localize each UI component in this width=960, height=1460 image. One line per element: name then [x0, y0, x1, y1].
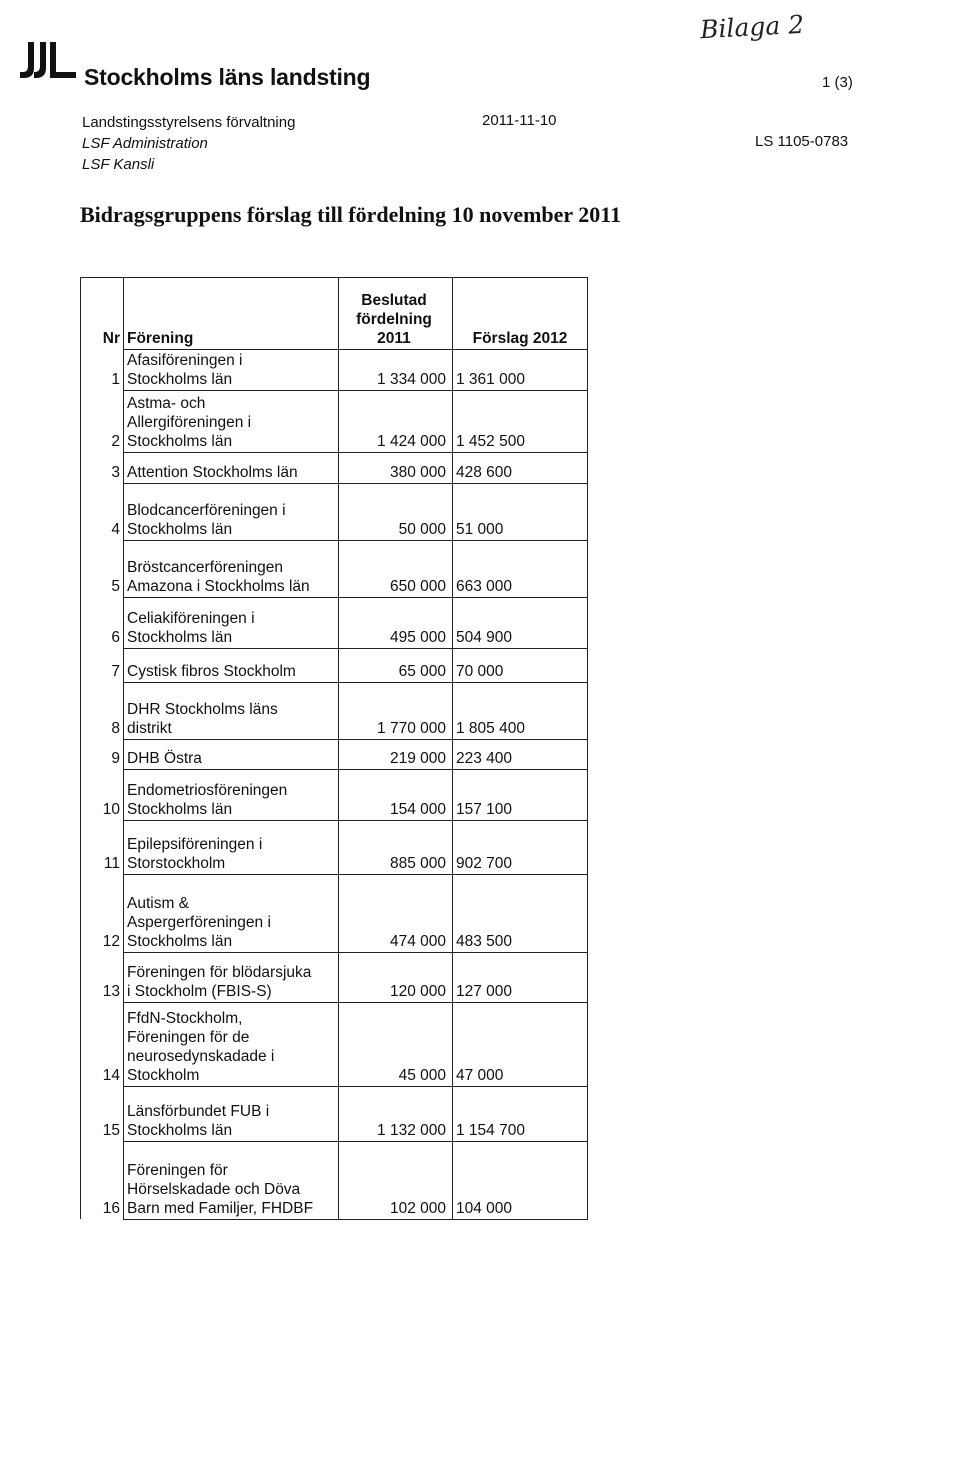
row-beslutad: 1 334 000	[339, 349, 453, 390]
row-nr: 5	[81, 540, 124, 597]
department-line: LSF Kansli	[82, 156, 155, 173]
row-forening: DHB Östra	[124, 739, 339, 769]
table-row	[81, 1141, 588, 1219]
row-forening: DHR Stockholms läns distrikt	[124, 682, 339, 739]
department-line: Landstingsstyrelsens förvaltning	[82, 114, 296, 131]
row-beslutad: 495 000	[339, 597, 453, 648]
row-nr: 13	[81, 952, 124, 1002]
row-nr: 8	[81, 682, 124, 739]
column-header-forslag: Förslag 2012	[453, 278, 588, 350]
row-forslag: 104 000	[453, 1141, 588, 1219]
row-nr: 2	[81, 390, 124, 452]
row-nr: 11	[81, 820, 124, 874]
table-row	[81, 1002, 588, 1086]
table-row	[81, 540, 588, 597]
row-forening: Föreningen för Hörselskadade och Döva Barn med Familjer, FHDBF	[124, 1141, 339, 1219]
department-block	[82, 112, 295, 175]
row-beslutad: 120 000	[339, 952, 453, 1002]
row-beslutad: 380 000	[339, 452, 453, 483]
table-row	[81, 483, 588, 540]
row-forening: Autism & Aspergerföreningen i Stockholms län	[124, 874, 339, 952]
row-beslutad: 219 000	[339, 739, 453, 769]
row-beslutad: 50 000	[339, 483, 453, 540]
table-row	[81, 682, 588, 739]
row-forslag: 157 100	[453, 769, 588, 820]
row-nr: 15	[81, 1086, 124, 1141]
row-forening: FfdN-Stockholm, Föreningen för de neurosedynskadade i Stockholm	[124, 1002, 339, 1086]
row-forslag: 1 805 400	[453, 682, 588, 739]
row-forslag: 428 600	[453, 452, 588, 483]
row-forslag: 127 000	[453, 952, 588, 1002]
row-nr: 12	[81, 874, 124, 952]
row-forslag: 1 154 700	[453, 1086, 588, 1141]
row-beslutad: 102 000	[339, 1141, 453, 1219]
row-forslag: 902 700	[453, 820, 588, 874]
row-forening: Celiakiföreningen i Stockholms län	[124, 597, 339, 648]
table-row	[81, 1086, 588, 1141]
row-forslag: 483 500	[453, 874, 588, 952]
table-row	[81, 648, 588, 682]
table-row	[81, 390, 588, 452]
row-nr: 16	[81, 1141, 124, 1219]
table-row	[81, 597, 588, 648]
column-header-nr: Nr	[81, 278, 124, 350]
row-beslutad: 650 000	[339, 540, 453, 597]
document-title: Bidragsgruppens förslag till fördelning 10 november 2011	[80, 202, 622, 227]
row-forslag: 51 000	[453, 483, 588, 540]
org-name: Stockholms läns landsting	[84, 64, 371, 90]
row-nr: 9	[81, 739, 124, 769]
row-nr: 4	[81, 483, 124, 540]
row-forening: Bröstcancerföreningen Amazona i Stockholms län	[124, 540, 339, 597]
row-nr: 6	[81, 597, 124, 648]
row-nr: 14	[81, 1002, 124, 1086]
page-number: 1 (3)	[822, 74, 853, 91]
row-forslag: 223 400	[453, 739, 588, 769]
row-forening: Attention Stockholms län	[124, 452, 339, 483]
registration-number: LS 1105-0783	[755, 133, 849, 150]
row-forslag: 47 000	[453, 1002, 588, 1086]
row-beslutad: 1 424 000	[339, 390, 453, 452]
row-beslutad: 1 770 000	[339, 682, 453, 739]
column-header-beslutad: Beslutad fördelning 2011	[339, 278, 453, 350]
row-beslutad: 65 000	[339, 648, 453, 682]
row-forslag: 1 361 000	[453, 349, 588, 390]
row-nr: 7	[81, 648, 124, 682]
row-beslutad: 45 000	[339, 1002, 453, 1086]
table-header-row	[81, 278, 588, 350]
row-forslag: 504 900	[453, 597, 588, 648]
row-forslag: 70 000	[453, 648, 588, 682]
row-nr: 3	[81, 452, 124, 483]
row-beslutad: 474 000	[339, 874, 453, 952]
table-row	[81, 739, 588, 769]
row-beslutad: 885 000	[339, 820, 453, 874]
table-row	[81, 349, 588, 390]
row-nr: 1	[81, 349, 124, 390]
row-forening: Afasiföreningen i Stockholms län	[124, 349, 339, 390]
department-line: LSF Administration	[82, 135, 208, 152]
row-forening: Cystisk fibros Stockholm	[124, 648, 339, 682]
document-date: 2011-11-10	[482, 112, 557, 129]
column-header-forening: Förening	[124, 278, 339, 350]
row-forening: Astma- och Allergiföreningen i Stockholms län	[124, 390, 339, 452]
row-forening: Blodcancerföreningen i Stockholms län	[124, 483, 339, 540]
row-forening: Länsförbundet FUB i Stockholms län	[124, 1086, 339, 1141]
table-row	[81, 820, 588, 874]
row-forening: Epilepsiföreningen i Storstockholm	[124, 820, 339, 874]
table-row	[81, 769, 588, 820]
row-forslag: 663 000	[453, 540, 588, 597]
landsting-logo-icon	[20, 40, 78, 80]
row-beslutad: 1 132 000	[339, 1086, 453, 1141]
row-forening: Endometriosföreningen Stockholms län	[124, 769, 339, 820]
row-beslutad: 154 000	[339, 769, 453, 820]
table-row	[81, 452, 588, 483]
row-nr: 10	[81, 769, 124, 820]
table-row	[81, 874, 588, 952]
row-forening: Föreningen för blödarsjuka i Stockholm (FBIS-S)	[124, 952, 339, 1002]
allocation-table	[80, 277, 588, 1220]
row-forslag: 1 452 500	[453, 390, 588, 452]
table-row	[81, 952, 588, 1002]
handwritten-note: Bilaga 2	[699, 9, 805, 45]
